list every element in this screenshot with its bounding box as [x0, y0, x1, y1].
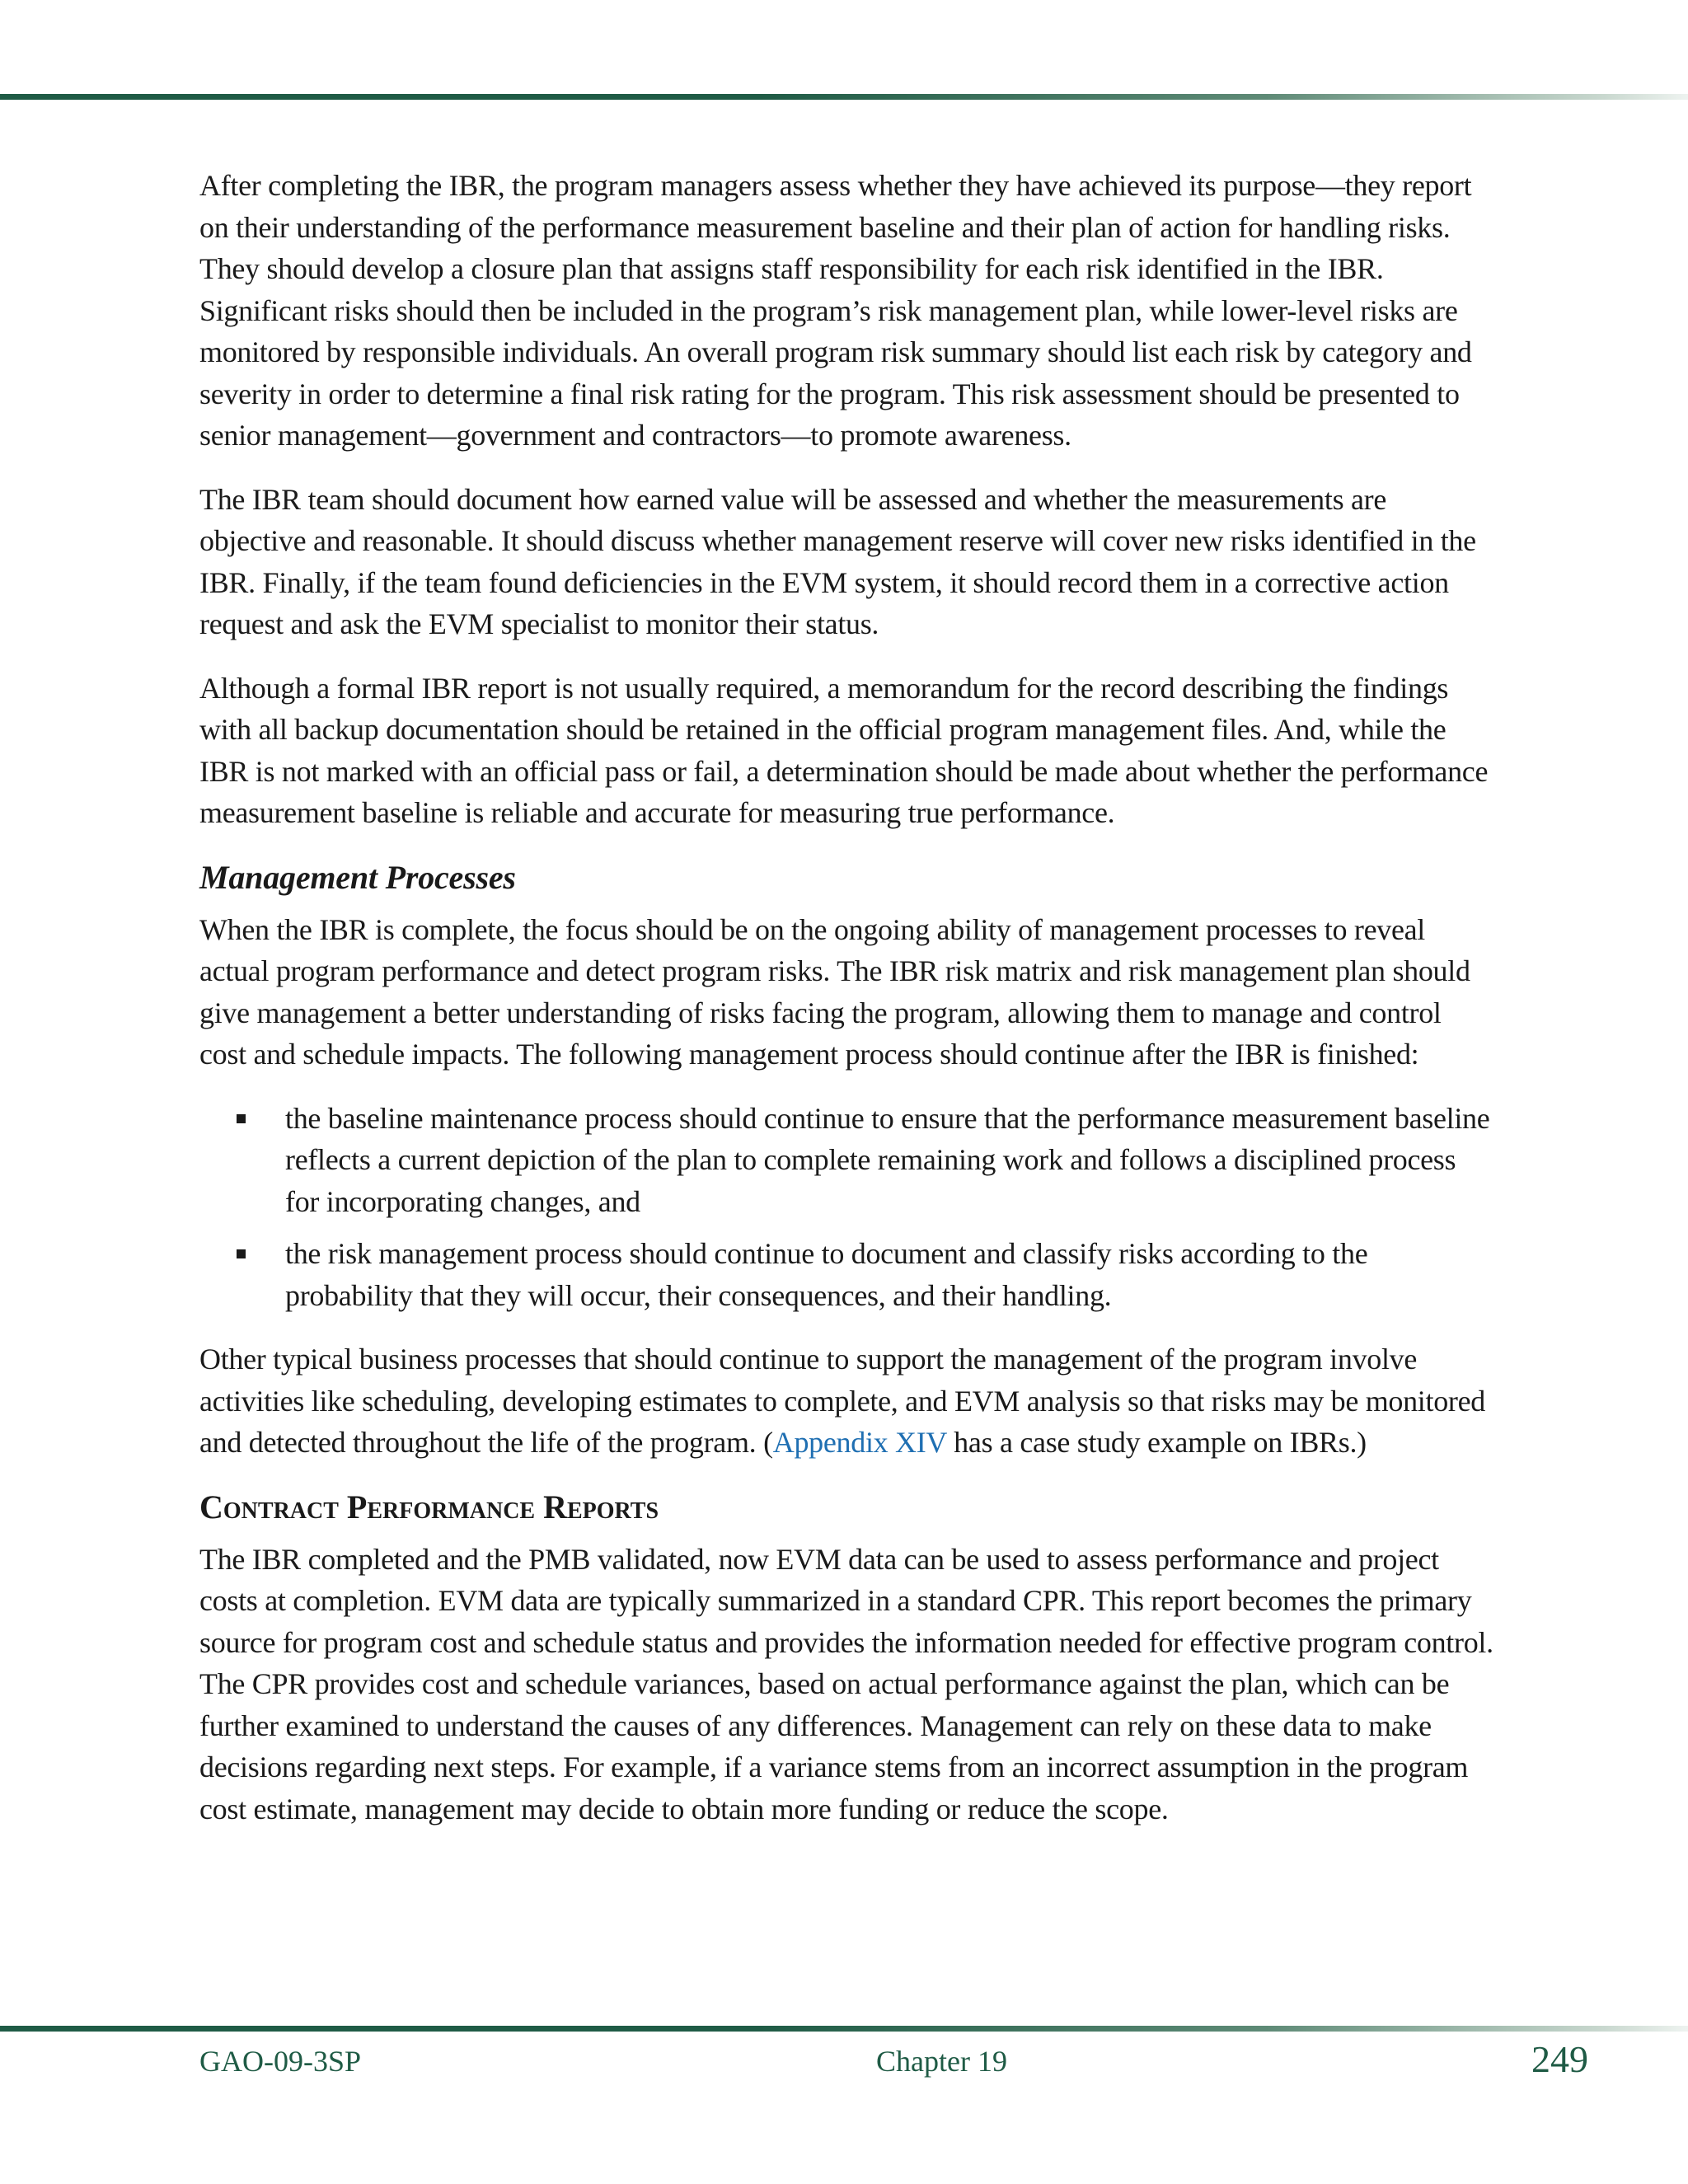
page-content — [199, 165, 1493, 1852]
management-processes-heading: Management Processes — [199, 858, 516, 896]
appendix-xiv-link[interactable]: Appendix XIV — [772, 1426, 947, 1459]
list-item-text: the risk management process should continue to document and classify risks according to the probability that they will occur, their consequences, and their handling. — [285, 1237, 1368, 1312]
chapter-label: Chapter 19 — [876, 2045, 1007, 2078]
list-item — [199, 1098, 1493, 1223]
paragraph-ibr-documentation: The IBR team should document how earned value will be assessed and whether the measurements are objective and reasonable. It should discuss whether management reserve will cover new risks identified in the IBR. Finally, if the team found deficiencies in the EVM system, it should record them in a corrective action request and ask the EVM specialist to monitor their status. — [199, 482, 1476, 640]
contract-performance-reports-heading: Contract Performance Reports — [199, 1488, 659, 1526]
square-bullet-icon — [237, 1114, 246, 1123]
closing-text-before-link: Other typical business processes that should continue to support the management of the program involve activities like scheduling, developing estimates to complete, and EVM analysis so that risks may be monitored and detected throughout the life of the program. ( — [199, 1343, 1485, 1459]
square-bullet-icon — [237, 1249, 246, 1258]
header-rule — [0, 94, 1688, 100]
management-processes-closing — [199, 1338, 1493, 1464]
list-item-text: the baseline maintenance process should continue to ensure that the performance measurement baseline reflects a current depiction of the plan to complete remaining work and follows a disciplined process for incorporating changes, and — [285, 1101, 1490, 1218]
paragraph-ibr-assessment: After completing the IBR, the program managers assess whether they have achieved its purpose—they report on their understanding of the performance measurement baseline and their plan of action for handling risks. They should develop a closure plan that assigns staff responsibility for each risk identified in the IBR. Significant risks should then be included in the program’s risk management plan, while lower-level risks are monitored by responsible individuals. An overall program risk summary should list each risk by category and severity in order to determine a final risk rating for the program. This risk assessment should be presented to senior management—government and contractors—to promote awareness. — [199, 169, 1472, 452]
closing-text-after-link: has a case study example on IBRs.) — [946, 1426, 1367, 1459]
page-footer — [0, 2037, 1688, 2087]
contract-performance-reports-body: The IBR completed and the PMB validated, now EVM data can be used to assess performance and project costs at completion. EVM data are typically summarized in a standard CPR. This report becomes the primary source for program cost and schedule status and provides the information needed for effective program control. The CPR provides cost and schedule variances, based on actual performance against the plan, which can be further examined to understand the causes of any differences. Management can rely on these data to make decisions regarding next steps. For example, if a variance stems from an incorrect assumption in the program cost estimate, management may decide to obtain more funding or reduce the scope. — [199, 1542, 1493, 1825]
page-number: 249 — [1531, 2038, 1588, 2080]
management-processes-intro: When the IBR is complete, the focus should be on the ongoing ability of management processes to reveal actual program performance and detect program risks. The IBR risk matrix and risk management plan should give management a better understanding of risks facing the program, allowing them to manage and control cost and schedule impacts. The following management process should continue after the IBR is finished: — [199, 912, 1470, 1071]
footer-rule — [0, 2026, 1688, 2032]
paragraph-ibr-report: Although a formal IBR report is not usually required, a memorandum for the record describing the findings with all backup documentation should be retained in the official program management files. And, while the IBR is not marked with an official pass or fail, a determination should be made about whether the performance measurement baseline is reliable and accurate for measuring true performance. — [199, 671, 1489, 829]
report-number: GAO-09-3SP — [199, 2045, 362, 2078]
management-process-list — [199, 1098, 1493, 1317]
list-item — [199, 1233, 1493, 1316]
